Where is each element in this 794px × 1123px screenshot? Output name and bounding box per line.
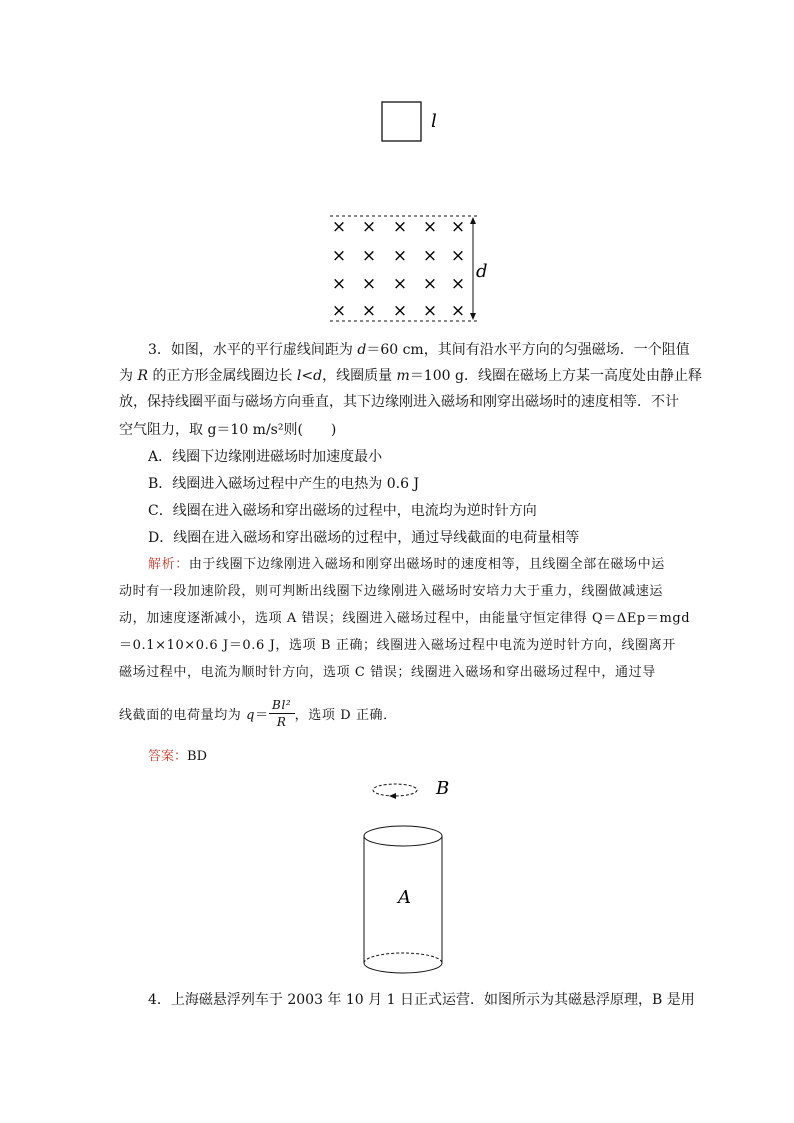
- q3-option-a: A．线圈下边缘刚进磁场时加速度最小: [148, 449, 383, 465]
- q3-stem-line-2: 为 R 的正方形金属线圈边长 l<d，线圈质量 m＝100 g．线圈在磁场上方某一高度处由静止释: [119, 368, 702, 384]
- q3-stem-line-3: 放，保持线圈平面与磁场方向垂直，其下边缘刚进入磁场和刚穿出磁场时的速度相等．不计: [119, 394, 679, 410]
- analysis-label: 解析：: [148, 557, 189, 572]
- field-cross-icon: ×: [361, 246, 377, 266]
- field-cross-icon: ×: [450, 246, 466, 266]
- field-cross-icon: ×: [422, 217, 438, 237]
- answer-value: BD: [187, 749, 207, 764]
- q3-stem-line-1: 3．如图，水平的平行虚线间距为 d＝60 cm，其间有沿水平方向的匀强磁场．一个阻值: [148, 342, 690, 358]
- square-loop: [382, 102, 421, 141]
- field-cross-icon: ×: [331, 246, 347, 266]
- cylinder-a-label: A: [398, 887, 411, 908]
- arrow-head-top: [470, 217, 476, 224]
- q3-option-d: D．线圈在进入磁场和穿出磁场的过程中，通过导线截面的电荷量相等: [148, 530, 580, 546]
- field-cross-icon: ×: [422, 246, 438, 266]
- field-cross-icon: ×: [331, 217, 347, 237]
- field-cross-icon: ×: [361, 274, 377, 294]
- analysis-line-1: 解析：由于线圈下边缘刚进入磁场和刚穿出磁场时的速度相等，且线圈全部在磁场中运: [148, 557, 665, 572]
- q4-stem-line-1: 4．上海磁悬浮列车于 2003 年 10 月 1 日正式运营．如图所示为其磁悬浮原理，B 是用: [148, 992, 695, 1008]
- q3-option-c: C．线圈在进入磁场和穿出磁场的过程中，电流均为逆时针方向: [148, 503, 537, 519]
- rotation-arrow-icon: [389, 793, 396, 799]
- answer-label: 答案：: [148, 749, 188, 764]
- field-crosses: [332, 217, 465, 321]
- field-cross-icon: ×: [422, 301, 438, 321]
- field-cross-icon: ×: [422, 274, 438, 294]
- cylinder-bottom-back: [364, 953, 442, 963]
- cylinder-bottom-front: [364, 963, 442, 973]
- magnetic-field-figure: [325, 212, 495, 327]
- analysis-line-4: ＝0.1×10×0.6 J＝0.6 J，选项 B 正确；线圈进入磁场过程中电流为逆时针方向，线圈离开: [119, 638, 676, 653]
- square-loop-figure: [381, 101, 451, 143]
- field-cross-icon: ×: [361, 301, 377, 321]
- answer-line: [148, 747, 207, 767]
- field-cross-icon: ×: [450, 274, 466, 294]
- analysis-line-2: 动时有一段加速阶段，则可判断出线圈下边缘刚进入磁场时安培力大于重力，线圈做减速运: [119, 584, 664, 599]
- q3-option-b: B．线圈进入磁场过程中产生的电热为 0.6 J: [148, 476, 420, 492]
- field-cross-icon: ×: [392, 217, 408, 237]
- loop-side-label: l: [431, 111, 437, 132]
- field-b-label: B: [436, 778, 450, 799]
- analysis-line-5: 磁场过程中，电流为顺时针方向，选项 C 错误；线圈进入磁场和穿出磁场过程中，通过导: [119, 665, 656, 680]
- field-cross-icon: ×: [392, 301, 408, 321]
- cylinder-top: [364, 826, 442, 846]
- field-cross-icon: ×: [392, 246, 408, 266]
- field-cross-icon: ×: [450, 217, 466, 237]
- analysis-line-3: 动，加速度逐渐减小，选项 A 错误；线圈进入磁场过程中，由能量守恒定律得 Q＝ΔEp＝mgd: [119, 611, 691, 626]
- arrow-head-bottom: [470, 313, 476, 320]
- field-cross-icon: ×: [331, 301, 347, 321]
- field-cross-icon: ×: [450, 301, 466, 321]
- field-cross-icon: ×: [361, 217, 377, 237]
- field-cross-icon: ×: [331, 274, 347, 294]
- analysis-line-6: 线截面的电荷量均为 q＝ $\frac{\text{Bl²}}{R}$ ，选项 D 正确．: [119, 698, 397, 729]
- q3-stem-line-4: 空气阻力，取 g＝10 m/s²则( ): [119, 422, 337, 438]
- field-cross-icon: ×: [392, 274, 408, 294]
- field-width-label: d: [476, 261, 488, 282]
- cylinder-figure: [358, 775, 458, 980]
- charge-fraction: $\frac{\text{Bl²}}{R}$: [269, 698, 295, 729]
